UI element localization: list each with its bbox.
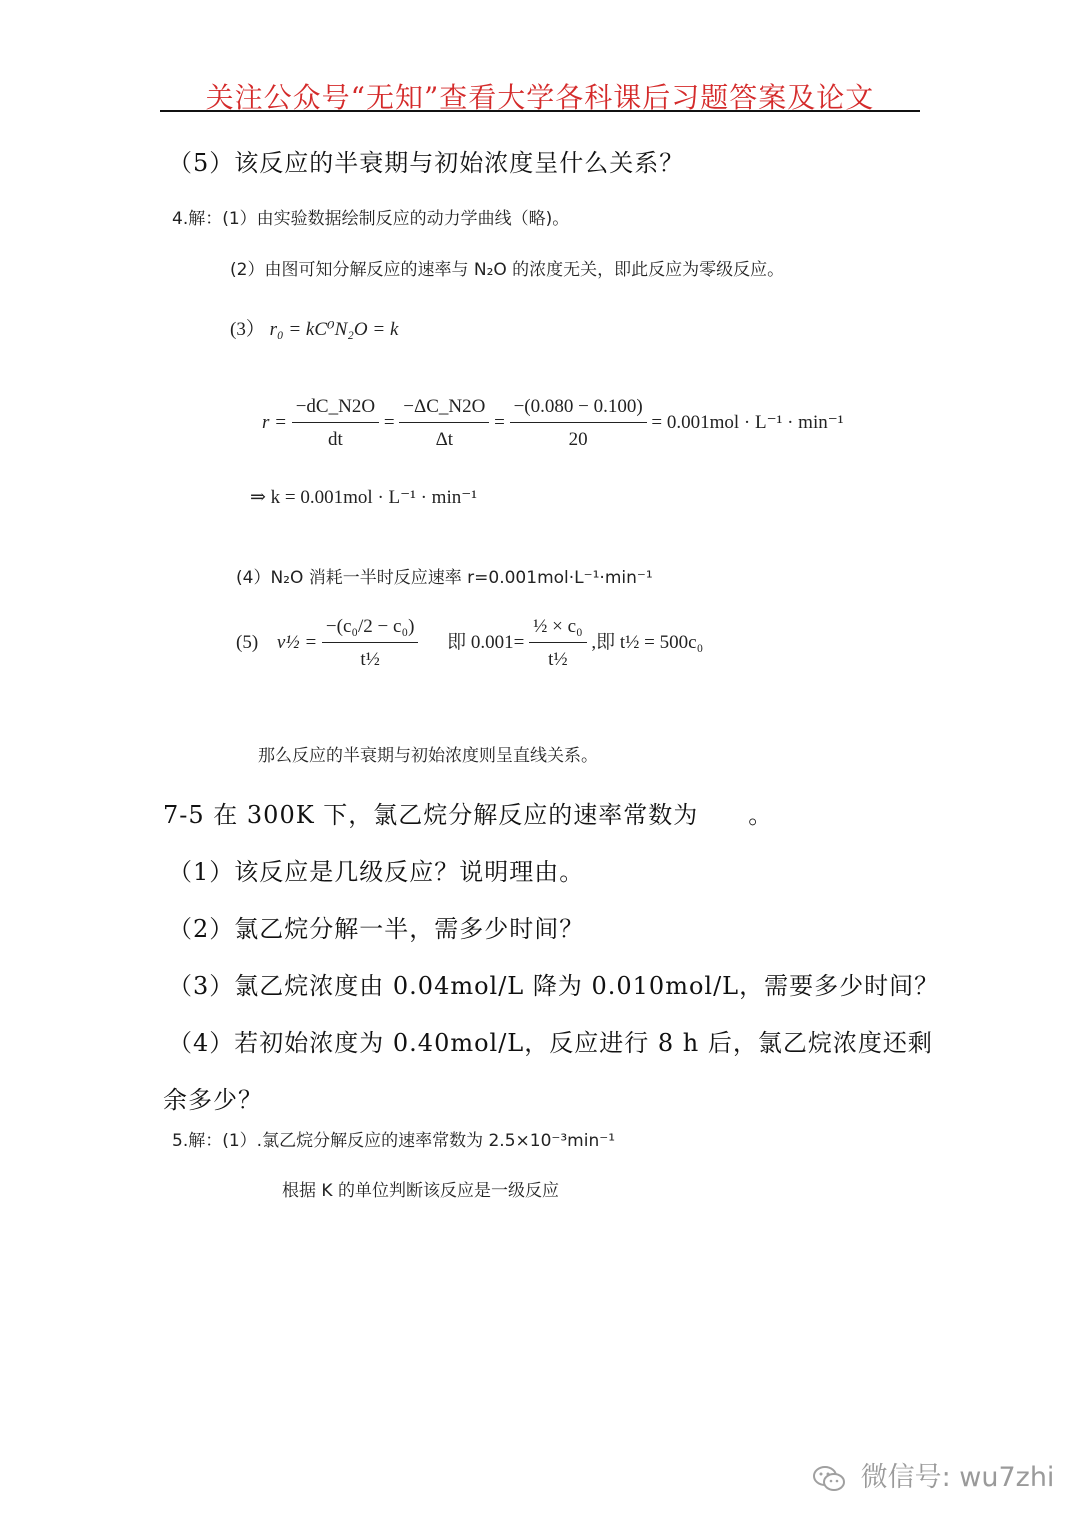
rate-result: = 0.001mol · L⁻¹ · min⁻¹: [651, 411, 844, 433]
rate-frac-2-den: Δt: [435, 429, 454, 450]
half-frac-2-den: t½: [548, 649, 568, 670]
q5-item4a: （4）若初始浓度为 0.40mol/L，反应进行 8 h 后，氯乙烷浓度还剩: [168, 1029, 933, 1057]
k-result: ⇒ k = 0.001mol · L⁻¹ · min⁻¹: [250, 487, 477, 508]
half-frac-1-num: −(c₀/2 − c₀): [322, 616, 418, 643]
q5-item1: （1）该反应是几级反应？说明理由。: [168, 858, 585, 886]
ji-text: 即 0.001=: [447, 631, 525, 653]
eq-sign-2: =: [494, 411, 510, 433]
rate-frac-1: [292, 396, 379, 451]
rate-frac-1-den: dt: [328, 429, 343, 450]
q5-item3: （3）氯乙烷浓度由 0.04mol/L 降为 0.010mol/L，需要多少时间？: [168, 972, 940, 1000]
a4-line5-label: (5): [236, 631, 259, 653]
rate-lhs: r =: [262, 411, 287, 433]
a5-line2: 根据 K 的单位判断该反应是一级反应: [282, 1181, 559, 1201]
header-rule: [160, 110, 920, 112]
a4-line3-expr: r₀ = kC⁰N₂O = k: [269, 319, 399, 340]
rate-frac-3-num: −(0.080 − 0.100): [510, 396, 647, 423]
q5-item2: （2）氯乙烷分解一半，需多少时间？: [168, 915, 585, 943]
rate-frac-3: [510, 396, 647, 451]
a4-conclusion: 那么反应的半衰期与初始浓度则呈直线关系。: [258, 746, 598, 766]
header-title: 关注公众号“无知”查看大学各科课后习题答案及论文: [205, 81, 875, 114]
wechat-icon: [812, 1462, 861, 1493]
watermark-text: 微信号: wu7zhi: [860, 1462, 1055, 1493]
rate-frac-2-num: −ΔC_N2O: [399, 396, 489, 423]
rate-frac-2: [399, 396, 489, 451]
half-life-equation: [236, 616, 703, 671]
a4-line3-label: (3）: [230, 319, 265, 340]
q5-item4b: 余多少？: [163, 1086, 263, 1114]
a4-line1: 4.解：(1）由实验数据绘制反应的动力学曲线（略)。: [172, 209, 570, 229]
a4-line3: [230, 314, 398, 341]
rate-equation: [262, 396, 843, 451]
a5-line1: 5.解：(1）.氯乙烷分解反应的速率常数为 2.5×10⁻³min⁻¹: [172, 1131, 616, 1151]
rate-frac-3-den: 20: [568, 429, 588, 450]
ji-result: ,即 t½ = 500c₀: [591, 631, 704, 653]
half-frac-1: [322, 616, 418, 671]
watermark: [812, 1455, 1054, 1494]
half-frac-2-num: ½ × c₀: [529, 616, 587, 643]
eq-sign-1: =: [383, 411, 400, 433]
a4-line4: (4）N₂O 消耗一半时反应速率 r=0.001mol·L⁻¹·min⁻¹: [236, 568, 653, 588]
half-frac-2: [529, 616, 587, 671]
v-half: v½ =: [276, 631, 318, 653]
q4-item5: （5）该反应的半衰期与初始浓度呈什么关系？: [168, 149, 685, 177]
half-frac-1-den: t½: [360, 649, 380, 670]
rate-frac-1-num: −dC_N2O: [292, 396, 379, 423]
a4-line2: (2）由图可知分解反应的速率与 N₂O 的浓度无关，即此反应为零级反应。: [230, 260, 785, 280]
q5-title: 7-5 在 300K 下，氯乙烷分解反应的速率常数为 。: [163, 801, 774, 829]
